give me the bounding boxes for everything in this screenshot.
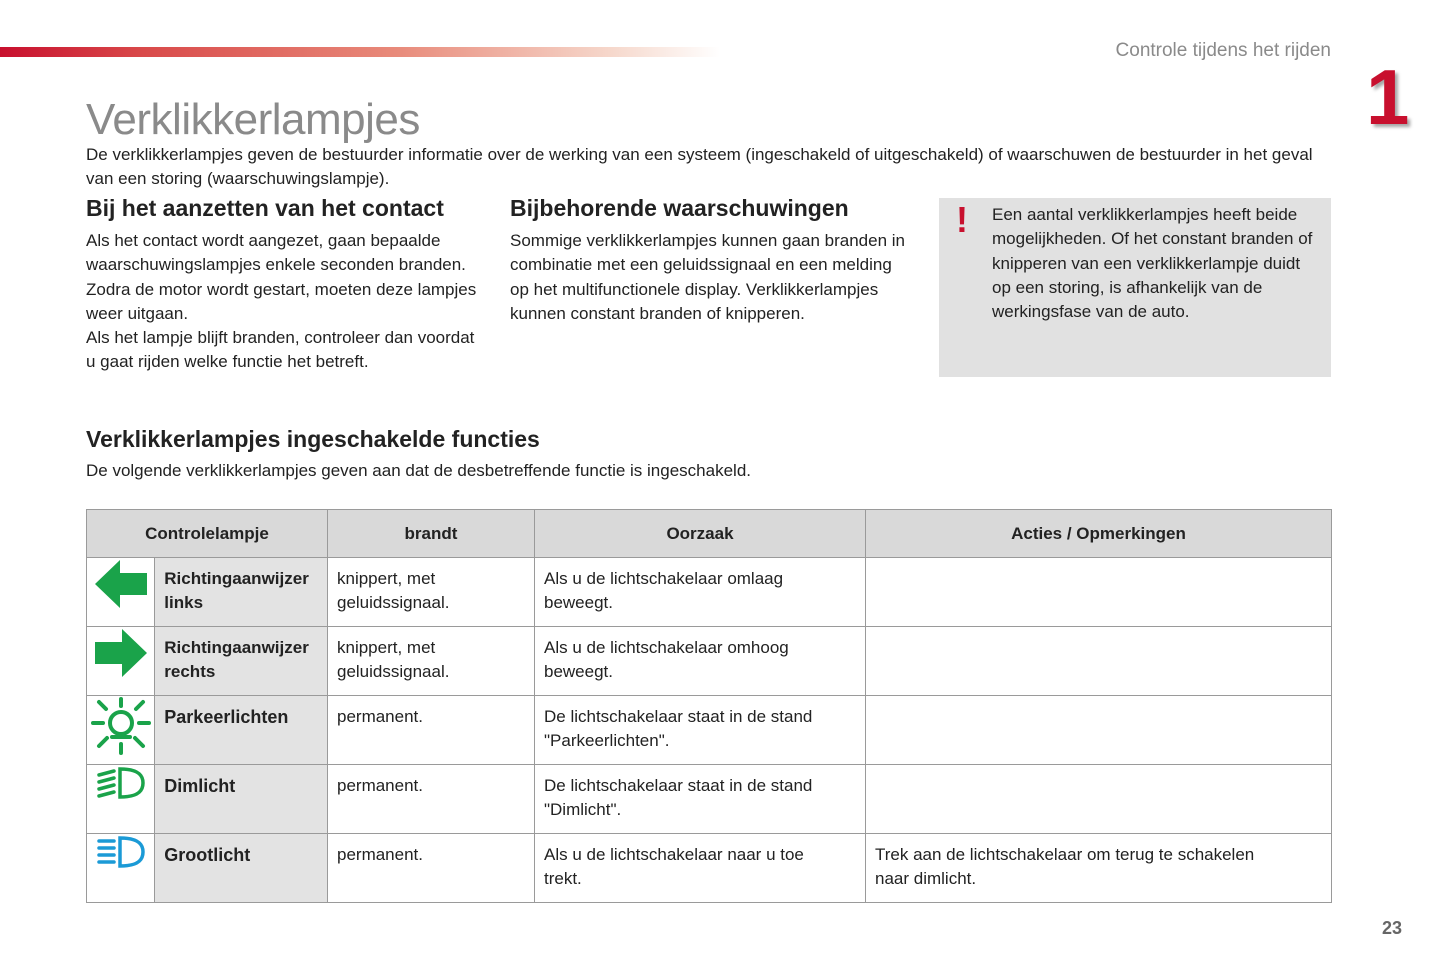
lamp-cause: Als u de lichtschakelaar naar u toe trekt. (535, 834, 866, 903)
heading-functions: Verklikkerlampjes ingeschakelde functies (86, 426, 540, 452)
page-number: 23 (1382, 918, 1403, 938)
lamp-state: knippert, met geluidssignaal. (328, 627, 535, 696)
arrow-left-icon (93, 558, 149, 610)
note-box (939, 198, 1331, 377)
header-actions: Acties / Opmerkingen (866, 510, 1332, 558)
lamp-action (866, 627, 1332, 696)
lamp-cause: Als u de lichtschakelaar omhoog beweegt. (535, 627, 866, 696)
lamp-cause: De lichtschakelaar staat in de stand "Dimlicht". (535, 765, 866, 834)
lamp-action (866, 558, 1332, 627)
lamp-action: Trek aan de lichtschakelaar om terug te schakelen naar dimlicht. (866, 834, 1332, 903)
table-row (87, 558, 1332, 627)
contact-paragraph-2: Zodra de motor wordt gestart, moeten deze lampjes weer uitgaan. (86, 279, 477, 323)
contact-paragraph-3: Als het lampje blijft branden, controleer dan voordat u gaat rijden welke functie het betreft. (86, 328, 475, 372)
parking-light-icon (90, 696, 152, 756)
table-row (87, 834, 1332, 903)
lamp-name: Richtingaanwijzer links (155, 558, 328, 627)
exclamation-icon: ! (956, 199, 968, 240)
contact-text (86, 229, 486, 375)
icon-cell (87, 696, 155, 765)
icon-cell (87, 834, 155, 903)
icon-cell (87, 765, 155, 834)
indicator-table (86, 509, 1332, 903)
lamp-name: Grootlicht (155, 834, 328, 903)
table-row (87, 627, 1332, 696)
lamp-cause: Als u de lichtschakelaar omlaag beweegt. (535, 558, 866, 627)
lamp-action (866, 696, 1332, 765)
lamp-state: permanent. (328, 696, 535, 765)
contact-paragraph-1: Als het contact wordt aangezet, gaan bepaalde waarschuwingslampjes enkele seconden branden. (86, 231, 466, 275)
main-beam-icon (96, 834, 146, 870)
header-state: brandt (328, 510, 535, 558)
icon-cell (87, 627, 155, 696)
header-lamp: Controlelampje (87, 510, 328, 558)
lamp-state: knippert, met geluidssignaal. (328, 558, 535, 627)
header-cause: Oorzaak (535, 510, 866, 558)
lamp-state: permanent. (328, 834, 535, 903)
functions-lead: De volgende verklikkerlampjes geven aan dat de desbetreffende functie is ingeschakeld. (86, 461, 751, 480)
lamp-state: permanent. (328, 765, 535, 834)
section-header: Controle tijdens het rijden (1115, 40, 1331, 61)
table-row (87, 696, 1332, 765)
lamp-cause: De lichtschakelaar staat in de stand "Parkeerlichten". (535, 696, 866, 765)
chapter-number: 1 (1366, 53, 1410, 141)
lamp-name: Dimlicht (155, 765, 328, 834)
arrow-right-icon (93, 627, 149, 679)
table-header-row (87, 510, 1332, 558)
intro-paragraph: De verklikkerlampjes geven de bestuurder informatie over de werking van een systeem (ingeschakeld of uitgeschakeld) of waarschuwen de bestuurder in het geval van een storing (waarschuwingslampje). (86, 145, 1313, 188)
dipped-beam-icon (96, 765, 146, 801)
top-accent-bar (0, 47, 720, 57)
note-text: Een aantal verklikkerlampjes heeft beide mogelijkheden. Of het constant branden of knipperen van een verklikkerlampje duidt op een storing, is afhankelijk van de werkingsfase van de auto. (992, 205, 1313, 322)
lamp-name: Richtingaanwijzer rechts (155, 627, 328, 696)
icon-cell (87, 558, 155, 627)
page-title: Verklikkerlampjes (86, 95, 420, 144)
lamp-name: Parkeerlichten (155, 696, 328, 765)
table-row (87, 765, 1332, 834)
heading-warnings: Bijbehorende waarschuwingen (510, 195, 849, 221)
heading-contact: Bij het aanzetten van het contact (86, 195, 444, 221)
warnings-text: Sommige verklikkerlampjes kunnen gaan branden in combinatie met een geluidssignaal en een melding op het multifunctionele display. Verklikkerlampjes kunnen constant branden of knipperen. (510, 231, 905, 323)
lamp-action (866, 765, 1332, 834)
